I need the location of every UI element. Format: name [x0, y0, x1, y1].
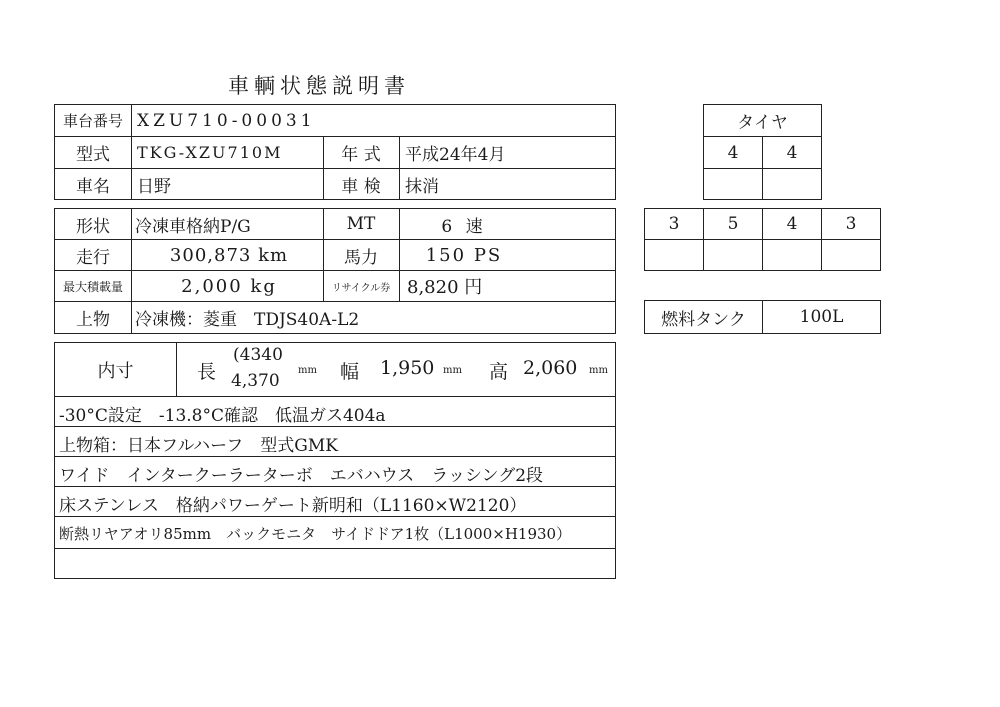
height-value: 2,060	[523, 357, 578, 379]
power-label: 馬力	[344, 247, 378, 268]
note-line: 上物箱：日本フルハーフ 型式GMK	[59, 436, 338, 456]
vehicle-id-table	[54, 104, 616, 200]
mt-value: 6 速	[441, 216, 487, 237]
tire-rear-4: 3	[845, 214, 857, 234]
mileage-label: 走行	[76, 247, 110, 268]
load-value: 2,000 kg	[181, 275, 277, 297]
vehicle-spec-table	[54, 208, 616, 334]
tire-rear-table	[644, 208, 881, 271]
model-label: 型式	[76, 145, 110, 165]
note-line: 床ステンレス 格納パワーゲート新明和（L1160×W2120）	[59, 496, 527, 516]
width-unit: mm	[443, 365, 462, 376]
height-unit: mm	[589, 365, 608, 376]
tire-rear-3: 4	[786, 214, 798, 234]
fuel-value: 100L	[799, 307, 844, 327]
name-value: 日野	[137, 177, 171, 197]
length-value: 4,370	[231, 371, 280, 391]
shape-label: 形状	[76, 216, 110, 237]
length-old-value: (4340	[233, 345, 283, 365]
recycle-label: リサイクル券	[331, 282, 391, 294]
width-value: 1,950	[380, 357, 435, 379]
tire-rear-2: 5	[727, 214, 739, 234]
power-value: 150 PS	[425, 244, 503, 266]
chassis-value: XZU710-00031	[137, 110, 316, 131]
mt-label: MT	[346, 214, 376, 234]
tire-front-right: 4	[786, 142, 798, 163]
mileage-value: 300,873 km	[169, 244, 289, 266]
height-label: 高	[489, 361, 509, 383]
inspection-label: 車 検	[341, 177, 381, 197]
note-line: 断熱リヤアオリ85mm バックモニタ サイドドア1枚（L1000×H1930）	[59, 525, 572, 543]
recycle-value: 8,820 円	[407, 277, 483, 298]
year-value: 平成24年4月	[405, 145, 506, 165]
fuel-label: 燃料タンク	[661, 309, 746, 330]
length-unit: mm	[298, 365, 317, 376]
name-label: 車名	[76, 177, 110, 197]
tire-rear-1: 3	[668, 214, 680, 234]
tire-header: タイヤ	[737, 113, 788, 133]
inner-dimensions-table	[54, 342, 616, 579]
year-label: 年 式	[341, 145, 381, 165]
shape-value: 冷凍車格納P/G	[135, 216, 251, 237]
inner-label: 内寸	[97, 360, 134, 382]
chassis-label: 車台番号	[62, 112, 123, 130]
document-title: 車輌状態説明書	[228, 74, 410, 98]
body-label: 上物	[76, 310, 110, 330]
note-line: ワイド インタークーラーターボ エバハウス ラッシング2段	[59, 466, 544, 486]
width-label: 幅	[340, 361, 360, 383]
length-label: 長	[197, 361, 217, 383]
tire-front-table	[703, 104, 822, 200]
load-label: 最大積載量	[62, 279, 123, 294]
tire-front-left: 4	[727, 142, 739, 163]
fuel-tank-table	[644, 300, 881, 334]
inspection-value: 抹消	[405, 177, 439, 197]
model-value: TKG-XZU710M	[137, 143, 283, 162]
body-value: 冷凍機：菱重 TDJS40A-L2	[135, 310, 360, 330]
note-line: -30°C設定 -13.8°C確認 低温ガス404a	[59, 406, 386, 426]
